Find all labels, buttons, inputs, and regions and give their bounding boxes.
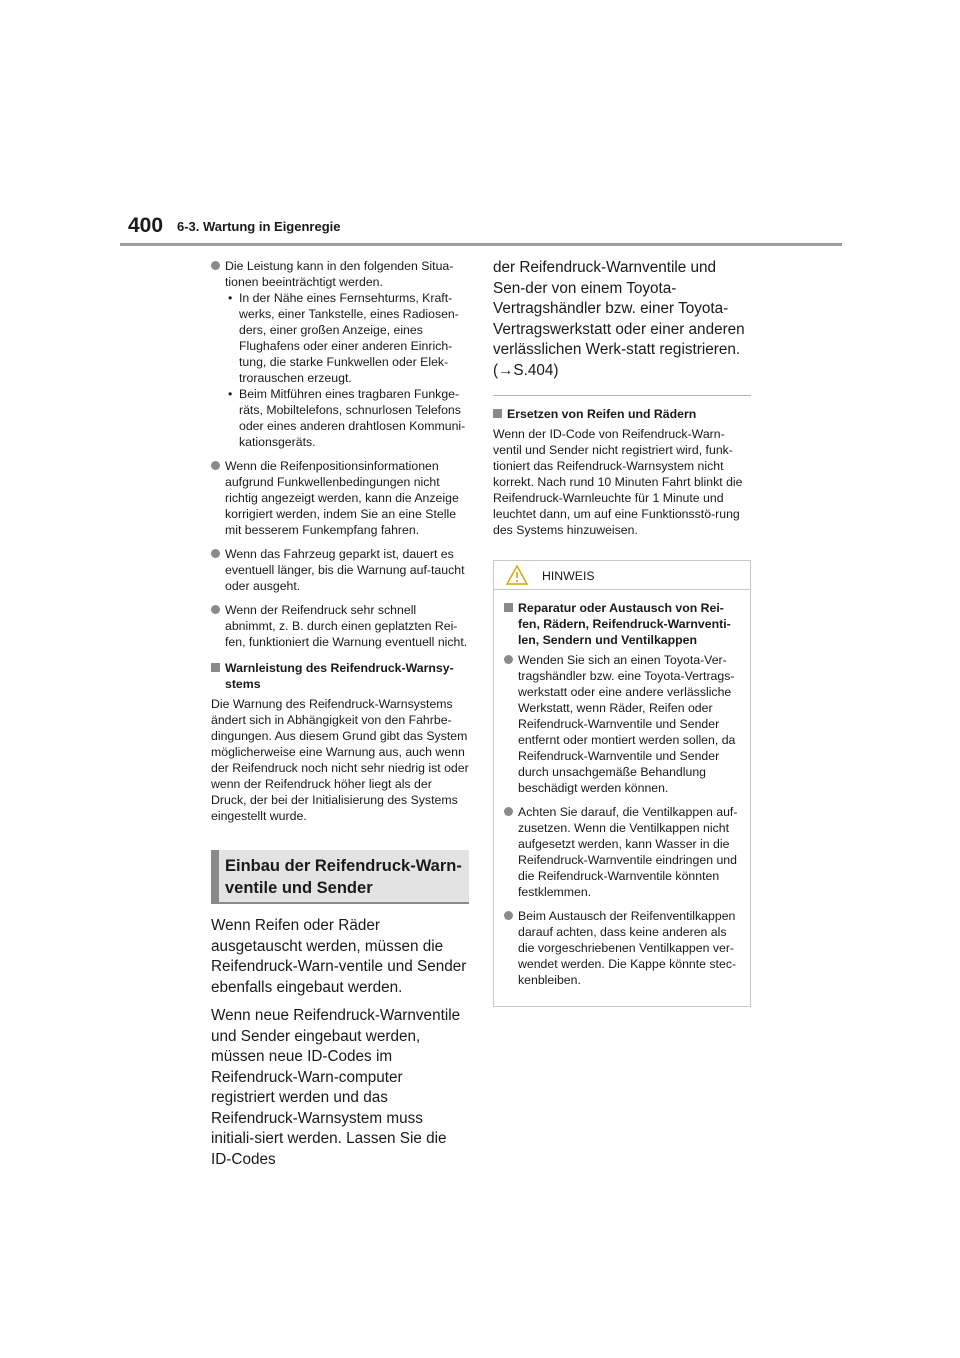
- right-column: [493, 258, 751, 1007]
- bullet-dot-icon: [504, 807, 513, 816]
- bullet-item: [211, 258, 469, 450]
- square-bullet-icon: [211, 663, 220, 672]
- divider: [493, 395, 751, 396]
- sub-item: [225, 290, 469, 386]
- notice-box: [493, 560, 751, 1007]
- bullet-text: Wenn der Reifendruck sehr schnell abnimmt, z. B. durch einen geplatzten Rei-fen, funktioniert die Warnung eventuell nicht.: [225, 603, 468, 649]
- notice-subheading-text: Reparatur oder Austausch von Rei-fen, Rädern, Reifendruck-Warnventi-len, Sendern und Ventilkappen: [518, 601, 731, 647]
- body-paragraph-continued: der Reifendruck-Warnventile und Sen-der von einem Toyota-Vertragshändler bzw. einer Toyota-Vertragswerkstatt oder einer anderen verlässlichen Werk-statt registrieren. (→S.404): [493, 259, 745, 379]
- subheading: [211, 660, 469, 692]
- notice-label: HINWEIS: [542, 569, 595, 583]
- page-number: 400: [128, 214, 164, 237]
- sub-bullet-icon: •: [228, 291, 233, 305]
- bullet-item: [211, 546, 469, 594]
- bullet-text: Die Leistung kann in den folgenden Situa-tionen beeinträchtigt werden.: [225, 259, 454, 289]
- subheading: [493, 406, 751, 422]
- notice-subheading: [504, 600, 740, 648]
- notice-header: [494, 561, 750, 590]
- bullet-item: [211, 458, 469, 538]
- bullet-dot-icon: [211, 461, 220, 470]
- bullet-dot-icon: [504, 911, 513, 920]
- section-reference: 6-3. Wartung in Eigenregie: [177, 219, 341, 234]
- subheading-text: Warnleistung des Reifendruck-Warnsy-stems: [225, 661, 454, 691]
- bullet-text: Achten Sie darauf, die Ventilkappen auf-zusetzen. Wenn die Ventilkappen nicht aufgesetzt werden, kann Wasser in die Reifendruck-Warnventile eindringen und die Reifendruck-Warnventile könnten festklemmen.: [518, 805, 738, 899]
- bullet-text: Wenn das Fahrzeug geparkt ist, dauert es eventuell länger, bis die Warnung auf-taucht oder ausgeht.: [225, 547, 465, 593]
- bullet-item: [504, 652, 740, 796]
- bullet-text: Wenden Sie sich an einen Toyota-Ver-tragshändler bzw. eine Toyota-Vertrags-werkstatt oder eine andere verlässliche Werkstatt, wenn Räder, Reifen oder Reifendruck-Warnventile und Sender entfernt oder montiert werden sollen, da Reifendruck-Warnventile und Sender durch unsachgemäße Behandlung beschädigt werden können.: [518, 653, 736, 795]
- square-bullet-icon: [504, 603, 513, 612]
- bullet-dot-icon: [504, 655, 513, 664]
- bullet-item: [211, 602, 469, 650]
- subheading-paragraph: Wenn der ID-Code von Reifendruck-Warn-ventil und Sender nicht registriert wird, funk-tioniert das Reifendruck-Warnsystem nicht korrekt. Nach rund 10 Minuten Fahrt blinkt die Reifendruck-Warnleuchte für 1 Minute und leuchtet dann, um auf eine Funktionsstö-rung des Systems hinzuweisen.: [493, 427, 743, 537]
- square-bullet-icon: [493, 409, 502, 418]
- body-paragraph: Wenn neue Reifendruck-Warnventile und Sender eingebaut werden, müssen neue ID-Codes im Reifendruck-Warn-computer registriert werden und das Reifendruck-Warnsystem muss initiali-siert werden. Lassen Sie die ID-Codes: [211, 1007, 461, 1168]
- bullet-dot-icon: [211, 261, 220, 270]
- bullet-item: [504, 804, 740, 900]
- bullet-item: [504, 908, 740, 988]
- bullet-text: Wenn die Reifenpositionsinformationen aufgrund Funkwellenbedingungen nicht richtig angezeigt werden, kann die Anzeige korrigiert werden, indem Sie an eine Stelle mit besserem Funkempfang fahren.: [225, 459, 459, 537]
- bullet-dot-icon: [211, 549, 220, 558]
- subheading-paragraph: Die Warnung des Reifendruck-Warnsystems ändert sich in Abhängigkeit von den Fahrbe-dingungen. Aus diesem Grund gibt das System möglicherweise eine Warnung aus, auch wenn der Reifendruck noch nicht sehr niedrig ist oder wenn der Reifendruck höher liegt als der Druck, der bei der Initialisierung des Systems eingestellt wurde.: [211, 697, 469, 823]
- header-rule: [120, 243, 842, 246]
- section-heading-box: [211, 850, 469, 904]
- bullet-text: Beim Austausch der Reifenventilkappen darauf achten, dass keine anderen als die vorgeschriebenen Ventilkappen ver-wendet werden. Die Kappe könnte stec-kenbleiben.: [518, 909, 737, 987]
- sub-text: In der Nähe eines Fernsehturms, Kraft-werks, einer Tankstelle, eines Radiosen-ders, einer großen Anzeige, eines Flughafens oder einer anderen Einrich-tung, die starke Funkwellen oder Elek-trorauschen erzeugt.: [239, 291, 459, 385]
- sub-bullet-icon: •: [228, 387, 233, 401]
- sub-text: Beim Mitführen eines tragbaren Funkge-räts, Mobiltelefons, schnurlosen Telefons oder eines anderen drahtlosen Kommuni-kationsgeräts.: [239, 387, 466, 449]
- sub-item: [225, 386, 469, 450]
- bullet-dot-icon: [211, 605, 220, 614]
- body-paragraph: Wenn Reifen oder Räder ausgetauscht werden, müssen die Reifendruck-Warn-ventile und Sender ebenfalls eingebaut werden.: [211, 917, 467, 996]
- warning-triangle-icon: [506, 565, 528, 585]
- subheading-text: Ersetzen von Reifen und Rädern: [507, 407, 697, 421]
- left-column: [211, 258, 469, 1178]
- section-title: Einbau der Reifendruck-Warn-ventile und Sender: [225, 857, 462, 897]
